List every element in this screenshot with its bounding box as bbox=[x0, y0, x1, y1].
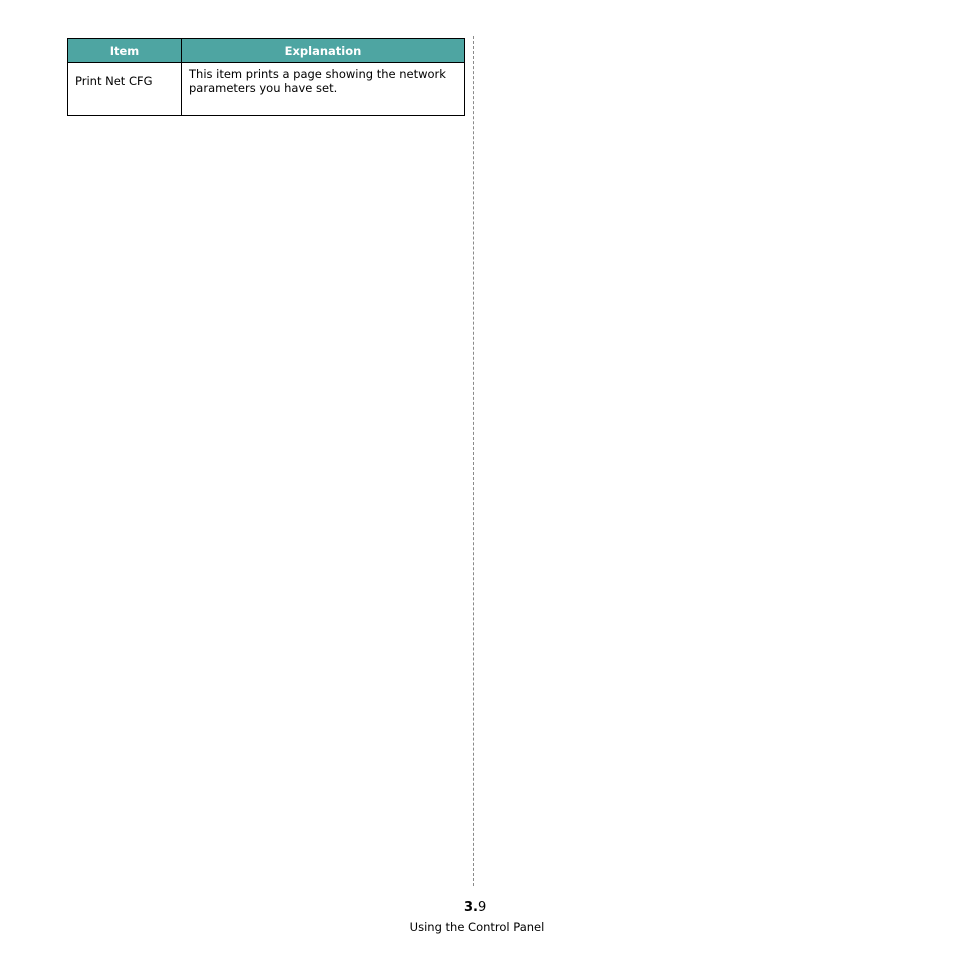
page-number-value: 9 bbox=[477, 900, 487, 915]
table-row bbox=[68, 63, 465, 116]
chapter-number: 3. bbox=[464, 900, 478, 915]
column-header-item: Item bbox=[68, 39, 182, 63]
section-title: Using the Control Panel bbox=[409, 920, 545, 934]
item-cell: Print Net CFG bbox=[68, 63, 182, 116]
column-header-explanation: Explanation bbox=[182, 39, 465, 63]
settings-table-container bbox=[67, 38, 464, 116]
settings-table bbox=[67, 38, 465, 116]
explanation-cell: This item prints a page showing the network parameters you have set. bbox=[182, 63, 465, 116]
column-divider bbox=[473, 36, 474, 886]
table-header-row bbox=[68, 39, 465, 63]
